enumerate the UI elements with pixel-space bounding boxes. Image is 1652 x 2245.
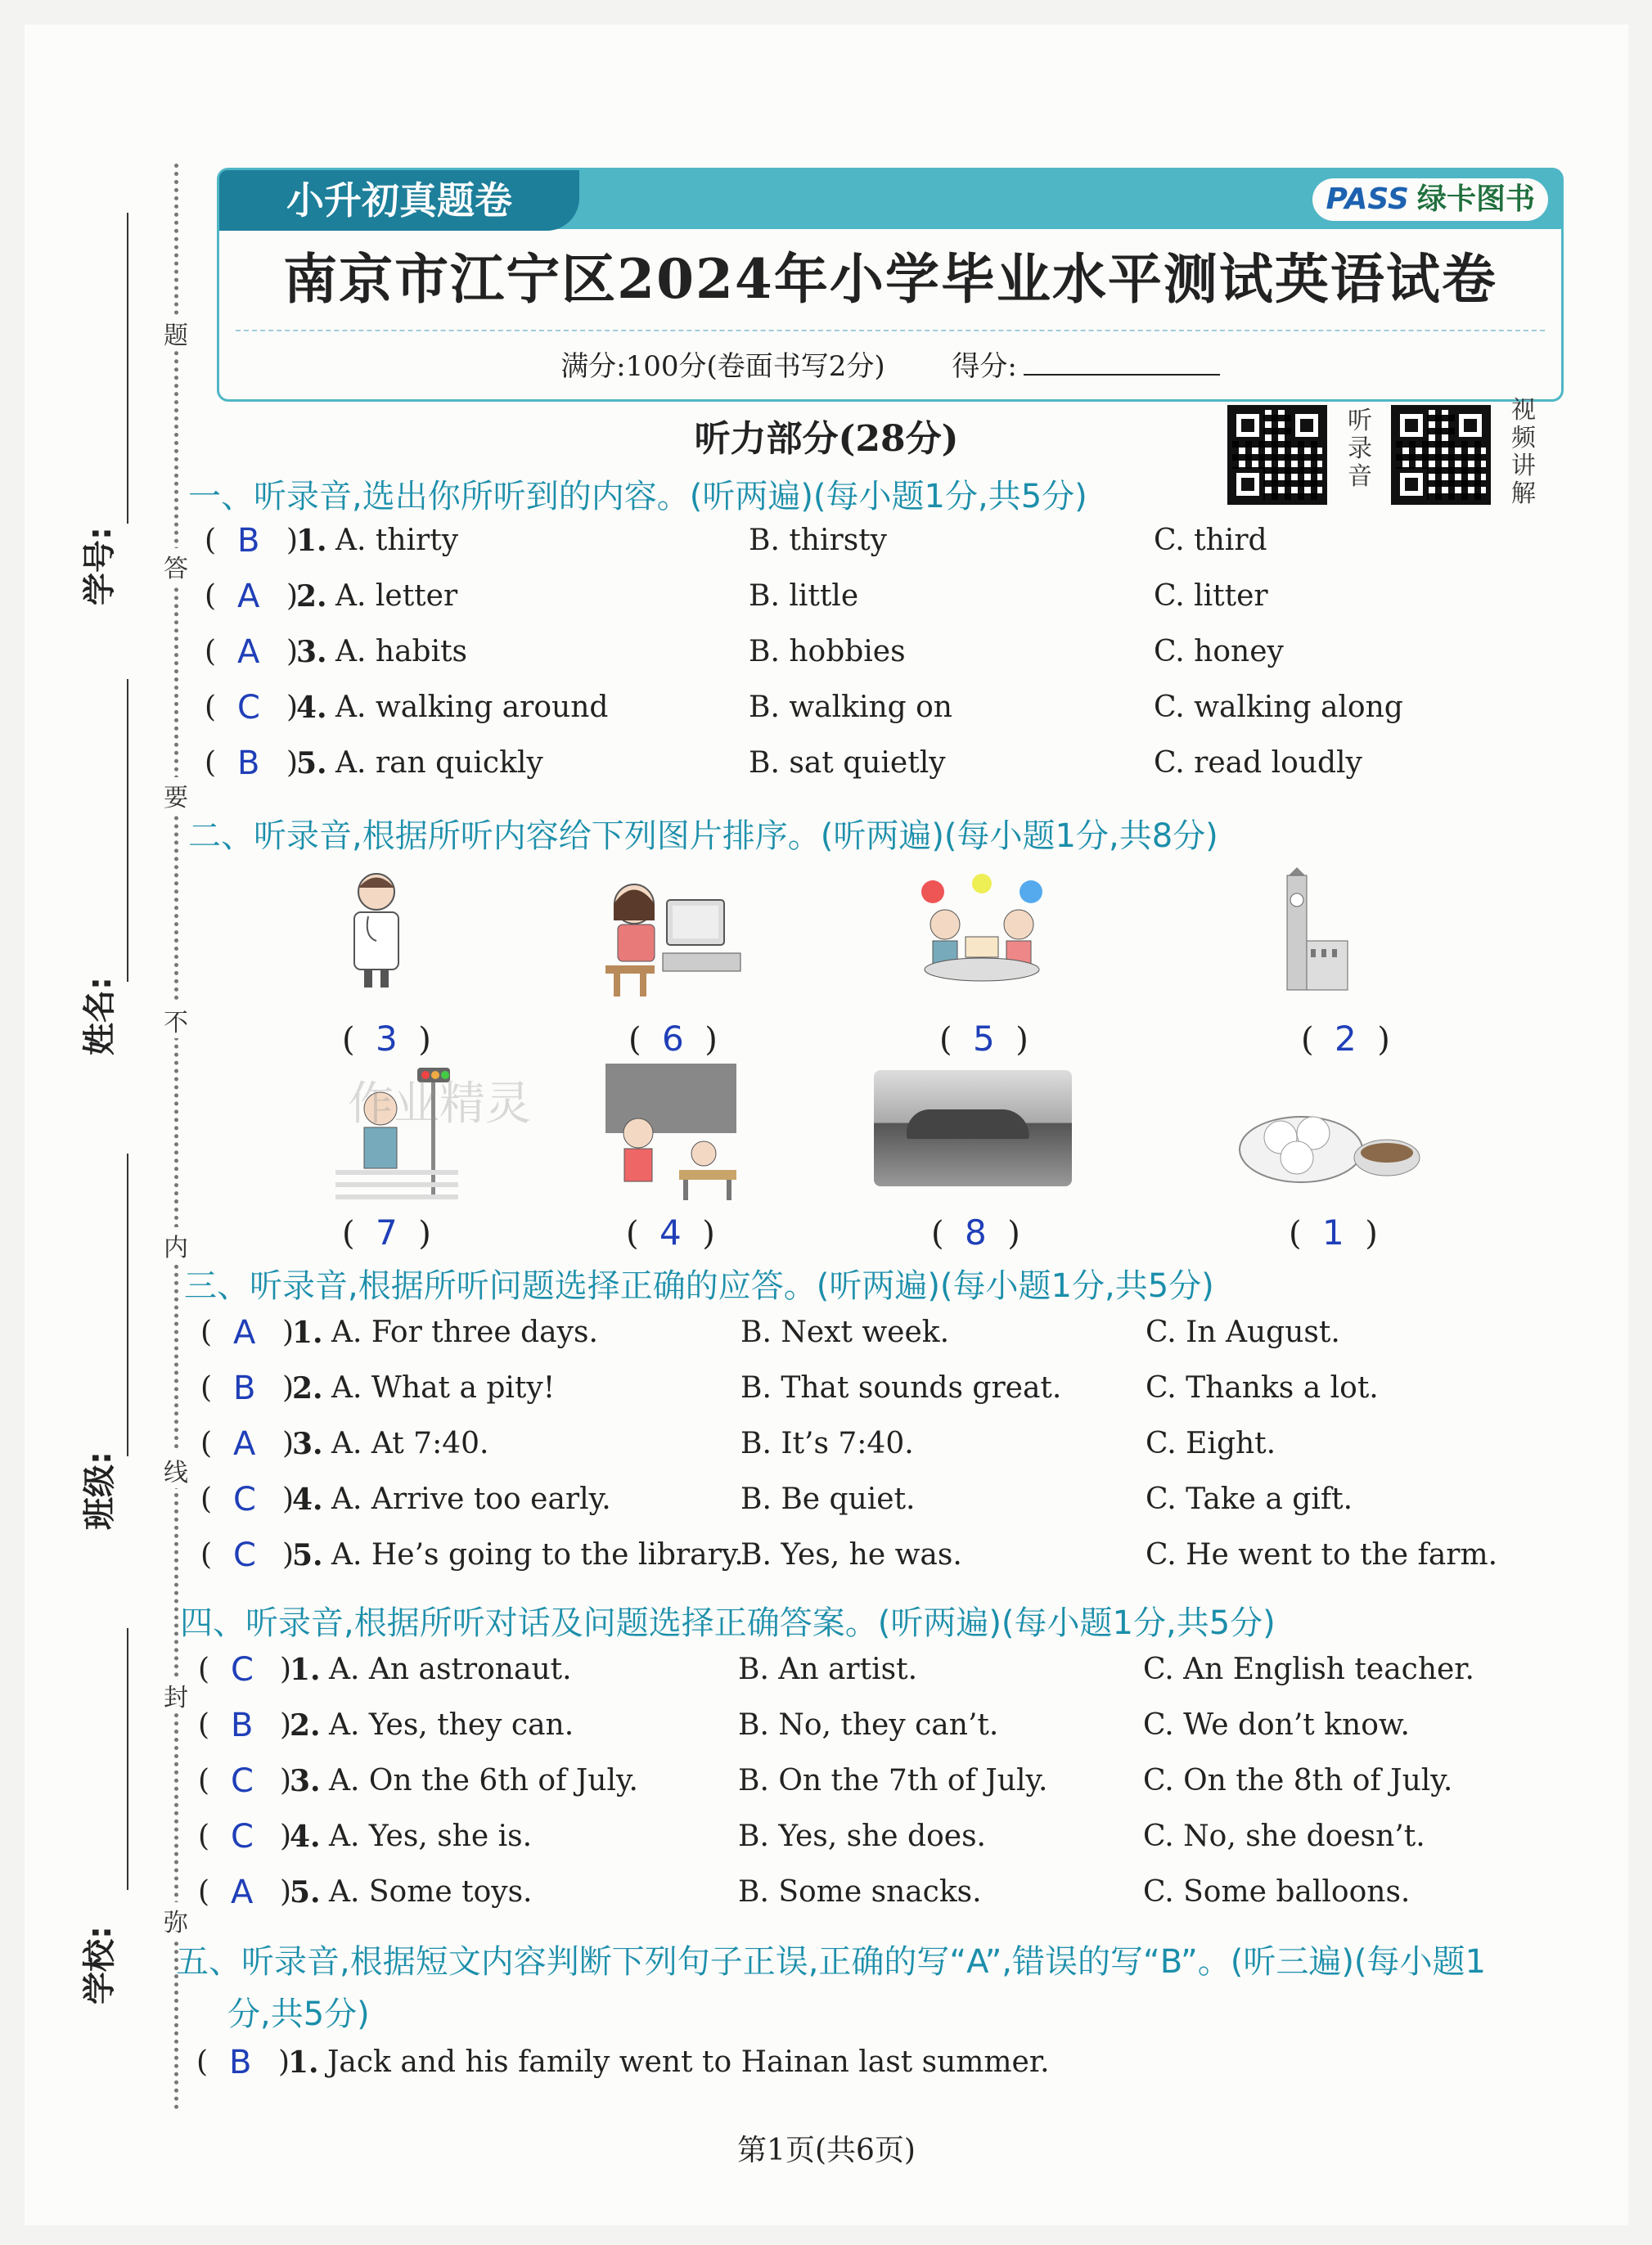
question-row: ( A ) 3. A. habits B. hobbies C. honey	[205, 633, 1284, 671]
binding-char: 题	[164, 315, 188, 351]
picture-order-label: ( 7 )	[342, 1212, 431, 1253]
qr-audio-label: 听录音	[1348, 407, 1372, 491]
picture-order-label: ( 1 )	[1289, 1212, 1378, 1253]
answer-mark: 2	[1335, 1019, 1357, 1059]
option-c: C. Take a gift.	[1146, 1482, 1353, 1516]
option-c: C. walking along	[1154, 691, 1403, 724]
option-c: C. Eight.	[1146, 1427, 1276, 1460]
answer-mark: C	[233, 1536, 256, 1574]
option-a: A. For three days.	[331, 1316, 598, 1349]
question-row: ( B ) 2. A. What a pity! B. That sounds great. C. Thanks a lot.	[200, 1370, 1379, 1407]
answer-mark: B	[233, 1370, 256, 1407]
binding-char: 封	[164, 1677, 188, 1713]
option-a: A. Arrive too early.	[331, 1482, 611, 1516]
picture-order-label: ( 5 )	[939, 1019, 1029, 1059]
listening-section-title: 听力部分(28分)	[694, 418, 959, 460]
question-row: ( C ) 4. A. Yes, she is. B. Yes, she does. C. No, she doesn’t.	[198, 1818, 1425, 1856]
answer-mark: A	[231, 1874, 254, 1911]
option-a: A. On the 6th of July.	[329, 1764, 638, 1797]
section-1-heading: 一、听录音,选出你所听到的内容。(听两遍)(每小题1分,共5分)	[188, 478, 1087, 515]
pass-logo: PASS	[1326, 182, 1409, 216]
score-blank[interactable]	[1024, 348, 1220, 376]
classroom-picture	[597, 1064, 745, 1203]
picture-order-label: ( 3 )	[342, 1019, 431, 1059]
big-ben-picture	[1260, 867, 1350, 998]
option-c: C. read loudly	[1154, 746, 1362, 780]
section-2-heading: 二、听录音,根据所听内容给下列图片排序。(听两遍)(每小题1分,共8分)	[188, 817, 1218, 855]
answer-mark: A	[233, 1314, 256, 1352]
question-number: 1.	[288, 2045, 319, 2080]
answer-mark: C	[231, 1762, 254, 1800]
header-divider	[236, 330, 1545, 331]
question-row: ( A ) 1. A. For three days. B. Next week. C. In August.	[200, 1314, 1340, 1352]
option-a: A. habits	[335, 635, 468, 668]
answer-mark: C	[233, 1481, 256, 1518]
page-number: 第1页(共6页)	[737, 2134, 916, 2167]
score-line	[219, 344, 1561, 384]
publisher-logo	[1312, 178, 1548, 221]
watermark: 作业精灵	[348, 1078, 531, 1131]
option-b: B. hobbies	[749, 635, 906, 668]
answer-mark: 6	[662, 1019, 684, 1059]
section-4-heading: 四、听录音,根据所听对话及问题选择正确答案。(听两遍)(每小题1分,共5分)	[180, 1604, 1276, 1642]
option-b: B. It’s 7:40.	[740, 1427, 914, 1460]
student-id-label: 学号:	[81, 527, 119, 605]
picture-order-label: ( 8 )	[931, 1212, 1020, 1253]
option-b: B. little	[749, 579, 859, 613]
question-row: ( C ) 5. A. He’s going to the library. B. Yes, he was. C. He went to the farm.	[200, 1536, 1498, 1574]
question-row: ( C ) 4. A. Arrive too early. B. Be quiet. C. Take a gift.	[200, 1481, 1353, 1518]
question-number: 1.	[292, 1316, 323, 1350]
question-number: 5.	[292, 1538, 323, 1572]
question-row: ( C ) 3. A. On the 6th of July. B. On the 7th of July. C. On the 8th of July.	[198, 1762, 1453, 1800]
option-b: B. That sounds great.	[740, 1371, 1062, 1405]
question-row: ( A ) 5. A. Some toys. B. Some snacks. C. Some balloons.	[198, 1874, 1411, 1911]
qr-video-label: 视频讲解	[1511, 396, 1536, 508]
option-b: B. Be quiet.	[740, 1482, 916, 1516]
option-a: A. Yes, she is.	[329, 1820, 533, 1853]
answer-mark: B	[229, 2044, 252, 2081]
question-number: 4.	[296, 691, 327, 725]
binding-char: 线	[164, 1452, 188, 1488]
answer-mark: 5	[973, 1019, 995, 1059]
option-a: A. Yes, they can.	[329, 1708, 574, 1742]
option-b: B. No, they can’t.	[738, 1708, 999, 1742]
option-b: B. Yes, he was.	[740, 1538, 962, 1572]
option-a: A. He’s going to the library.	[331, 1538, 744, 1572]
option-a: A. What a pity!	[331, 1371, 556, 1405]
option-c: C. Some balloons.	[1143, 1875, 1411, 1909]
picture-order-label: ( 2 )	[1301, 1019, 1390, 1059]
score-label: 得分:	[952, 350, 1017, 383]
qr-code-video-icon[interactable]	[1391, 405, 1491, 505]
answer-mark: 3	[376, 1019, 398, 1059]
question-number: 1.	[296, 524, 327, 558]
answer-mark: B	[237, 522, 260, 560]
question-row: ( B ) 1. Jack and his family went to Hainan last summer.	[196, 2044, 1050, 2081]
option-b: B. Yes, she does.	[738, 1820, 986, 1853]
section-5-heading: 五、听录音,根据短文内容判断下列句子正误,正确的写“A”,错误的写“B”。(听三遍)(每小题1	[176, 1943, 1486, 1981]
option-a: A. An astronaut.	[329, 1653, 572, 1686]
section-5-heading-cont: 分,共5分)	[227, 1995, 370, 2033]
statement-text: Jack and his family went to Hainan last summer.	[327, 2045, 1050, 2079]
question-row: ( C ) 1. A. An astronaut. B. An artist. C. An English teacher.	[198, 1651, 1474, 1689]
question-number: 2.	[292, 1371, 323, 1406]
birthday-party-picture	[908, 871, 1056, 994]
exam-page	[25, 25, 1628, 2225]
binding-char: 要	[164, 777, 188, 813]
question-row: ( B ) 5. A. ran quickly B. sat quietly C. read loudly	[205, 745, 1362, 782]
answer-mark: C	[231, 1651, 254, 1689]
question-number: 2.	[296, 579, 327, 614]
option-c: C. third	[1154, 524, 1267, 557]
question-row: ( C ) 4. A. walking around B. walking on C. walking along	[205, 689, 1403, 727]
name-label: 姓名:	[81, 977, 119, 1055]
brand-name: 绿卡图书	[1416, 182, 1535, 216]
answer-mark: 4	[659, 1212, 682, 1253]
question-number: 1.	[290, 1653, 321, 1687]
picture-order-label: ( 4 )	[626, 1212, 715, 1253]
option-a: A. walking around	[335, 691, 609, 724]
option-b: B. walking on	[749, 691, 952, 724]
option-a: A. Some toys.	[329, 1875, 533, 1909]
option-c: C. No, she doesn’t.	[1143, 1820, 1425, 1853]
uluru-picture	[874, 1070, 1072, 1186]
answer-mark: C	[237, 689, 260, 727]
option-a: A. thirty	[335, 524, 459, 557]
class-label: 班级:	[81, 1451, 119, 1530]
option-a: A. At 7:40.	[331, 1427, 489, 1460]
question-row: ( B ) 1. A. thirty B. thirsty C. third	[205, 522, 1267, 560]
option-c: C. We don’t know.	[1143, 1708, 1410, 1742]
section-3-heading: 三、听录音,根据所听问题选择正确的应答。(听两遍)(每小题1分,共5分)	[184, 1267, 1214, 1305]
exam-header	[217, 168, 1564, 402]
option-b: B. sat quietly	[749, 746, 946, 780]
doctor-picture	[331, 867, 421, 990]
question-number: 5.	[290, 1875, 321, 1910]
question-number: 5.	[296, 746, 327, 781]
exam-type-tag: 小升初真题卷	[219, 170, 579, 231]
binding-char: 弥	[164, 1902, 188, 1938]
answer-mark: A	[237, 633, 260, 671]
option-c: C. honey	[1154, 635, 1284, 668]
option-b: B. thirsty	[749, 524, 887, 557]
option-b: B. An artist.	[738, 1653, 918, 1686]
option-a: A. ran quickly	[335, 746, 543, 780]
question-number: 4.	[290, 1820, 321, 1854]
full-score: 满分:100分(卷面书写2分)	[560, 350, 885, 383]
question-number: 3.	[296, 635, 327, 669]
answer-mark: A	[237, 578, 260, 615]
binding-char: 不	[164, 1002, 188, 1038]
question-row: ( B ) 2. A. Yes, they can. B. No, they can’t. C. We don’t know.	[198, 1707, 1410, 1744]
question-row: ( A ) 2. A. letter B. little C. litter	[205, 578, 1268, 615]
question-number: 3.	[290, 1764, 321, 1798]
exam-title: 南京市江宁区2024年小学毕业水平测试英语试卷	[283, 247, 1497, 311]
option-c: C. On the 8th of July.	[1143, 1764, 1453, 1797]
student-id-line	[127, 213, 128, 524]
binding-char: 答	[164, 548, 188, 584]
girl-computer-picture	[597, 875, 745, 998]
binding-char: 内	[164, 1227, 188, 1263]
school-line	[127, 1628, 128, 1890]
answer-mark: B	[237, 745, 260, 782]
question-number: 2.	[290, 1708, 321, 1743]
option-c: C. litter	[1154, 579, 1268, 613]
qr-code-audio-icon[interactable]	[1227, 405, 1327, 505]
answer-mark: 1	[1322, 1212, 1344, 1253]
name-line	[127, 679, 128, 982]
answer-mark: 7	[376, 1212, 398, 1253]
question-row: ( A ) 3. A. At 7:40. B. It’s 7:40. C. Eight.	[200, 1425, 1276, 1463]
answer-mark: 8	[965, 1212, 987, 1253]
question-number: 3.	[292, 1427, 323, 1461]
answer-mark: C	[231, 1818, 254, 1856]
option-b: B. On the 7th of July.	[738, 1764, 1048, 1797]
option-a: A. letter	[335, 579, 458, 613]
option-b: B. Next week.	[740, 1316, 950, 1349]
option-c: C. An English teacher.	[1143, 1653, 1474, 1686]
option-c: C. Thanks a lot.	[1146, 1371, 1379, 1405]
option-c: C. In August.	[1146, 1316, 1340, 1349]
school-label: 学校:	[81, 1926, 119, 2004]
question-number: 4.	[292, 1482, 323, 1517]
option-c: C. He went to the farm.	[1146, 1538, 1498, 1572]
dumplings-picture	[1236, 1084, 1424, 1190]
answer-mark: A	[233, 1425, 256, 1463]
picture-order-label: ( 6 )	[628, 1019, 718, 1059]
option-b: B. Some snacks.	[738, 1875, 982, 1909]
answer-mark: B	[231, 1707, 254, 1744]
class-line	[127, 1154, 128, 1456]
